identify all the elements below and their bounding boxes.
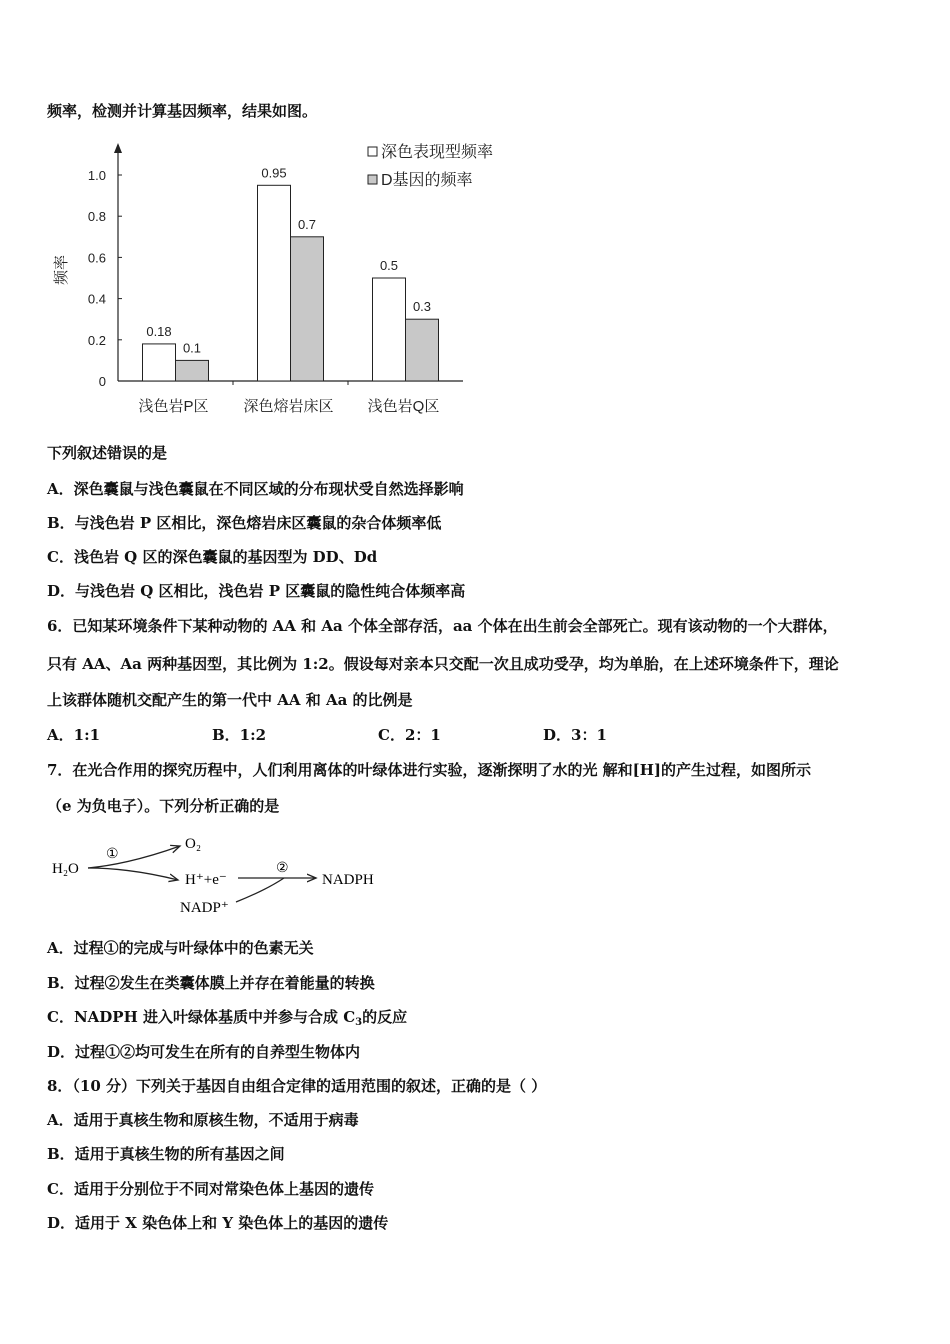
bar-value-label: 0.95: [261, 165, 287, 181]
q7-option-b: B．过程②发生在类囊体膜上并存在着能量的转换: [47, 974, 375, 992]
nadph-label: NADPH: [322, 872, 374, 888]
y-tick-label: 0.8: [87, 209, 106, 225]
q7-option-c-suffix: 的反应: [362, 1008, 408, 1026]
y-tick-label: 0.6: [87, 250, 106, 266]
bar: [143, 344, 176, 381]
water-photolysis-diagram: [40, 828, 380, 924]
bar-value-label: 0.3: [412, 299, 432, 315]
legend-label: D基因的频率: [381, 172, 473, 189]
y-axis-arrow: [114, 143, 122, 153]
q8-stem: 8．（10 分）下列关于基因自由组合定律的适用范围的叙述，正确的是（ ）: [47, 1077, 547, 1095]
y-tick-label: 0: [98, 374, 106, 389]
q8-option-c: C．适用于分别位于不同对常染色体上基因的遗传: [47, 1180, 374, 1198]
q8-option-b: B．适用于真核生物的所有基因之间: [47, 1145, 285, 1163]
q6-stem-line-3: 上该群体随机交配产生的第一代中 AA 和 Aa 的比例是: [47, 691, 413, 709]
q7-option-c-text: C．NADPH 进入叶绿体基质中并参与合成 C: [47, 1008, 356, 1026]
legend-swatch: [368, 175, 377, 184]
x-category-label: 浅色岩Q区: [367, 398, 440, 415]
y-axis-label: 频率: [53, 254, 70, 286]
y-tick-label: 1.0: [87, 168, 106, 183]
frequency-bar-chart: [40, 135, 540, 425]
bar: [406, 319, 439, 381]
x-category-label: 深色熔岩床区: [243, 398, 334, 415]
legend-swatch: [368, 147, 377, 156]
x-category-label: 浅色岩P区: [138, 398, 209, 415]
q6-option-b: B．1:2: [212, 726, 267, 744]
bar: [176, 360, 209, 381]
q8-option-d: D．适用于 X 染色体上和 Y 染色体上的基因的遗传: [47, 1214, 389, 1232]
arrow-to-h-plus: [88, 868, 178, 880]
q6-option-c: C．2：1: [378, 726, 441, 744]
o2-label: O₂: [185, 836, 202, 852]
bar: [258, 185, 291, 381]
q6-stem-line-1: 6．已知某环境条件下某种动物的 AA 和 Aa 个体全部存活，aa 个体在出生前会全部死亡。现有该动物的一个大群体，: [47, 617, 838, 635]
bar-value-label: 0.5: [379, 258, 399, 273]
q5-stem: 下列叙述错误的是: [47, 444, 168, 462]
y-tick-label: 0.2: [87, 332, 106, 348]
bar-value-label: 0.18: [146, 323, 172, 339]
q5-option-c: C．浅色岩 Q 区的深色囊鼠的基因型为 DD、Dd: [47, 548, 378, 566]
step-1-marker: ①: [106, 847, 119, 862]
q6-stem-line-2: 只有 AA、Aa 两种基因型，其比例为 1:2。假设每对亲本只交配一次且成功受孕，均为单胎，在上述环境条件下，理论: [47, 655, 839, 673]
q7-option-d: D．过程①②均可发生在所有的自养型生物体内: [47, 1043, 361, 1061]
arrow-to-o2: [88, 846, 180, 868]
bar: [291, 237, 324, 381]
step-2-marker: ②: [276, 861, 289, 876]
bar-value-label: 0.7: [297, 216, 317, 232]
intro-text: 频率，检测并计算基因频率，结果如图。: [47, 102, 318, 120]
q7-option-a: A．过程①的完成与叶绿体中的色素无关: [47, 939, 314, 957]
bar: [373, 278, 406, 381]
q5-option-b: B．与浅色岩 P 区相比，深色熔岩床区囊鼠的杂合体频率低: [47, 514, 442, 532]
c3-subscript: 3: [355, 1017, 363, 1028]
q7-stem-line-1: 7．在光合作用的探究历程中，人们利用离体的叶绿体进行实验，逐渐探明了水的光 解和[H]的产生过程，如图所示: [47, 761, 812, 779]
nadp-plus-label: NADP⁺: [180, 900, 229, 916]
bar-value-label: 0.1: [182, 340, 202, 356]
q5-option-d: D．与浅色岩 Q 区相比，浅色岩 P 区囊鼠的隐性纯合体频率高: [47, 582, 466, 600]
q7-stem-line-2: （e 为负电子）。下列分析正确的是: [47, 797, 280, 815]
q6-option-d: D．3：1: [543, 726, 607, 744]
nadp-join-line: [236, 878, 284, 902]
q7-option-c: [47, 1007, 407, 1033]
h-plus-electron-label: H⁺+e⁻: [185, 872, 227, 888]
y-tick-label: 0.4: [87, 291, 106, 307]
h2o-label: H₂O: [52, 861, 79, 877]
legend-label: 深色表现型频率: [381, 144, 494, 161]
q8-option-a: A．适用于真核生物和原核生物，不适用于病毒: [47, 1111, 359, 1129]
q6-option-a: A．1:1: [47, 726, 101, 744]
q5-option-a: A．深色囊鼠与浅色囊鼠在不同区域的分布现状受自然选择影响: [47, 480, 464, 498]
